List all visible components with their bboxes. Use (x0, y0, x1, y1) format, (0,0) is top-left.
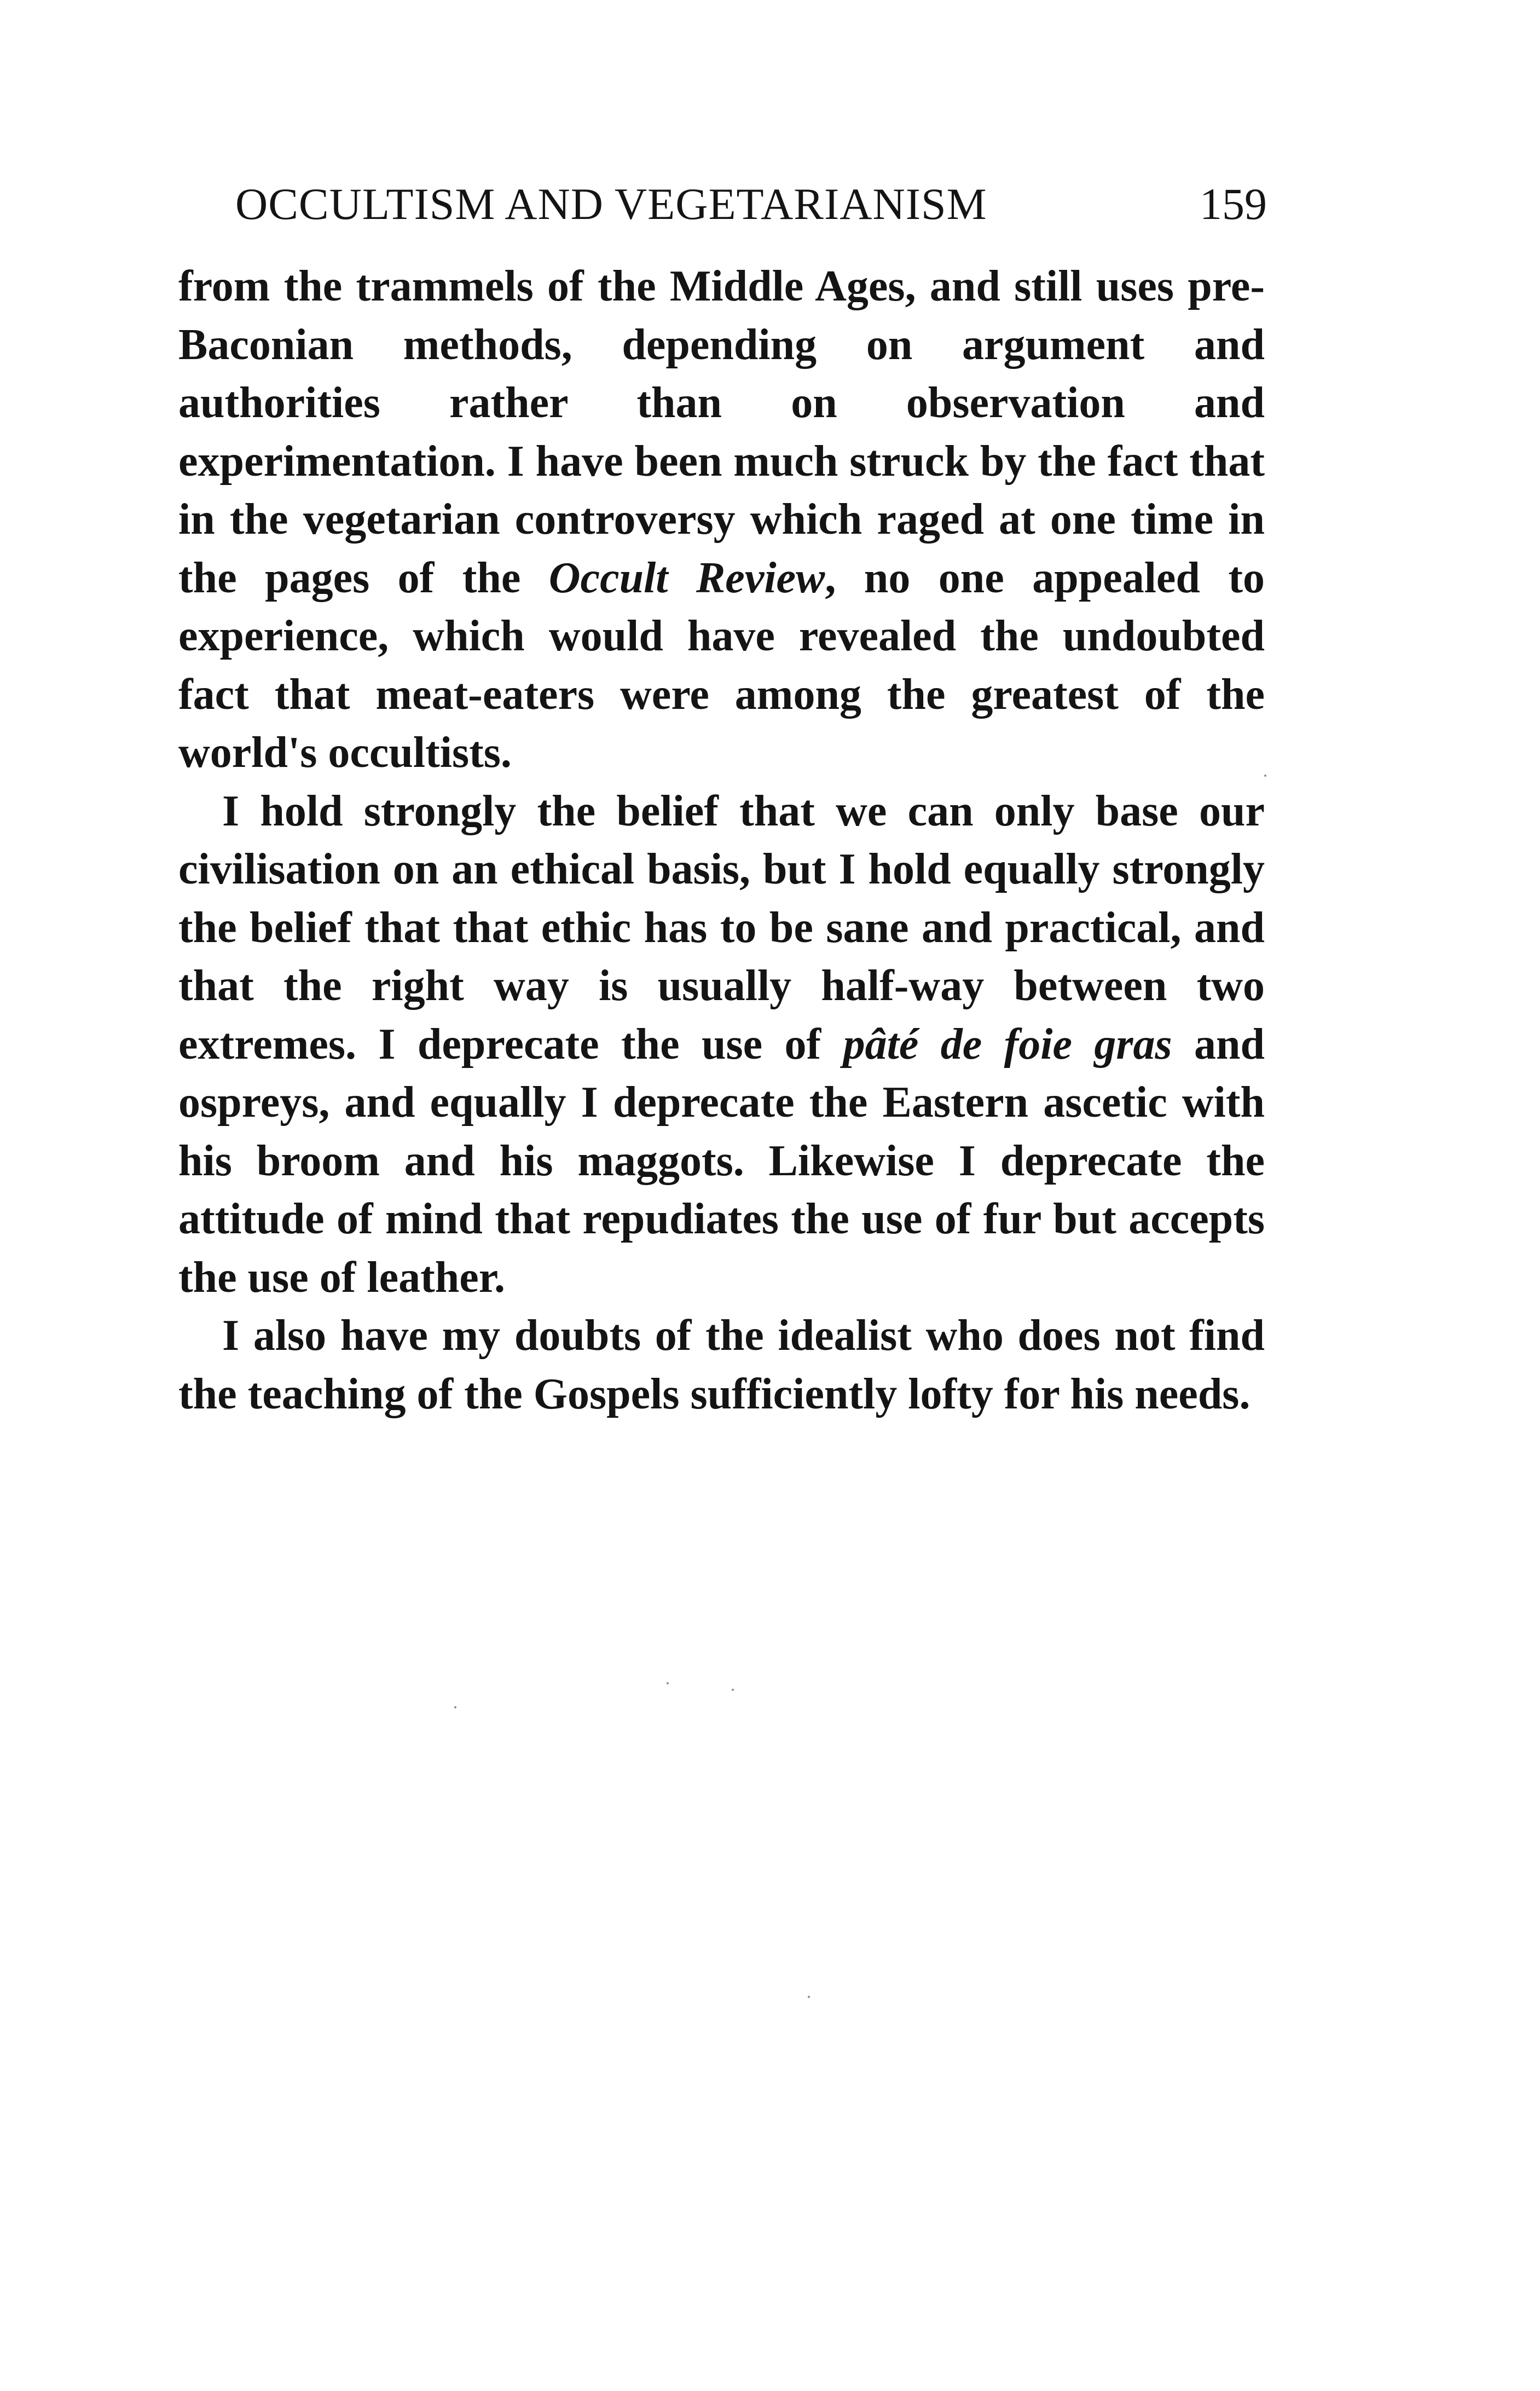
paragraph-1 (178, 257, 1265, 782)
body-text (178, 257, 1265, 1423)
scan-speck (667, 1682, 669, 1684)
scan-speck (808, 1996, 810, 1998)
italic-phrase-pate-de-foie-gras: pâté de foie gras (843, 1020, 1172, 1069)
text-segment: , no one appealed to experience, which would have revealed the undoubted fact that meat-eaters were among the greatest of the world's occultists. (178, 553, 1265, 777)
running-title: OCCULTISM AND VEGETARIANISM (235, 179, 987, 229)
paragraph-2 (178, 782, 1265, 1307)
text-segment: and ospreys, and equally I deprecate the Eastern ascetic with his broom and his maggots. Likewise I deprecate the attitude of mind that repudiates the use of fur but accepts the use of leather. (178, 1020, 1265, 1302)
page-number: 159 (1200, 179, 1267, 229)
running-head (235, 174, 1267, 234)
paragraph-3 (178, 1307, 1265, 1423)
scan-speck (732, 1689, 734, 1691)
text-segment: I hold strongly the belief that we can only base our civilisation on an ethical basis, but I hold equally strongly the belief that that ethic has to be sane and practical, and that the right way is usually half-way between two extremes. I deprecate the use of (178, 787, 1265, 1069)
text-segment: I also have my doubts of the idealist who does not find the teaching of the Gospels sufficiently lofty for his needs. (178, 1312, 1265, 1418)
scan-speck (454, 1706, 456, 1708)
italic-title-occult-review: Occult Review (548, 553, 825, 602)
text-segment: from the trammels of the Middle Ages, and still uses pre-Baconian methods, depending on argument and authorities rather than on observation and experimentation. I have been much struck by the fact that in the vegetarian controversy which raged at one time in the pages of the (178, 262, 1265, 602)
scan-speck (1264, 775, 1266, 777)
